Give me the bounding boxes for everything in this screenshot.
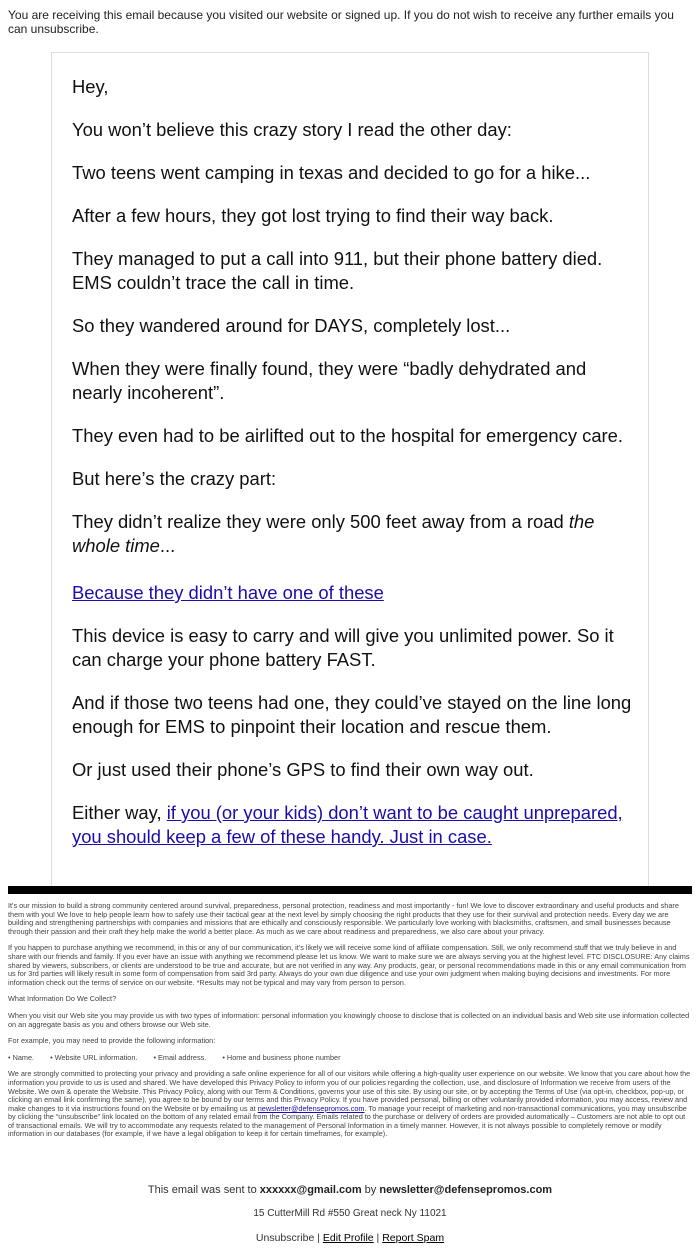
paragraph-text: They didn’t realize they were only 500 feet away from a road [72, 511, 569, 532]
edit-profile-link[interactable]: Edit Profile [322, 1232, 374, 1244]
sent-to-line [8, 1184, 692, 1196]
privacy-policy-text [8, 1070, 692, 1139]
email-body [72, 75, 632, 868]
list-item: • Email address. [153, 1052, 207, 1062]
paragraph: So they wandered around for DAYS, completely lost... [72, 315, 511, 336]
paragraph [72, 581, 632, 605]
paragraph: They even had to be airlifted out to the hospital for emergency care. [72, 425, 624, 446]
recipient-email: xxxxxx@gmail.com [259, 1184, 362, 1196]
paragraph: When they were finally found, they were “badly dehydrated and nearly incoherent”. [72, 358, 587, 403]
what-info-heading: What Information Do We Collect? [8, 994, 117, 1004]
paragraph [72, 801, 632, 849]
paragraph: Two teens went camping in texas and decided to go for a hike... [72, 162, 591, 183]
paragraph: This device is easy to carry and will give you unlimited power. So it can charge your phone battery FAST. [72, 625, 614, 670]
paragraph-text: Either way, [72, 802, 167, 823]
sender-email: newsletter@defensepromos.com [379, 1184, 553, 1196]
postal-address: 15 CutterMill Rd #550 Great neck Ny 11021 [253, 1208, 447, 1219]
privacy-email-link[interactable]: newsletter@defensepromos.com [257, 1103, 365, 1113]
mission-text: It's our mission to build a strong community centered around survival, preparedness, personal protection, readiness and most importantly - fun! We love to discover extraordinary and useful products and share them with you! We love to help people learn how to safely use their tactical gear at the next level by simply choosing the right products that they use for their survival and protection needs. Every day we are building and strengthening partnerships with companies and missions that are ethically and consciously responsible. We particularly love working with blacksmiths, craftsmen, and small businesses because through their passion and their craft they help make the world a better place. As much as we care about readiness and preparedness, we also care about your privacy. [8, 901, 679, 936]
info-list [8, 1054, 692, 1063]
affiliate-disclosure: If you happen to purchase anything we recommend, in this or any of our communication, it's likely we will receive some kind of affiliate compensation. Still, we only recommend stuff that we truly believe in and share with our friends and family. If you ever have an issue with anything we recommend please let us know. We want to make sure we are always serving you at the highest level. FTC DISCLOSURE: Any claims shared by viewers, subscribers, or clients are understood to be true and accurate, but are not verified in any way. Any products, gear, or personal recommendations made in this or any email communication from us for 3rd parties will likely result in some form of compensation from said 3rd party. Always do your own due diligence and use your own judgment when making buying decisions and investments. For more information check out the terms of service on our website. *Results may not be typical and may vary from person to person. [8, 943, 690, 987]
privacy-text: . To manage your receipt of marketing and non-transactional communications, you may unsubscribe by clicking the “unsubscribe” link located on the bottom of any related email from the Company. Emails related to the purchase or delivery of orders are provided automatically – Customers are not able to opt out of transactional emails. We will try to accommodate any requests related to the management of Personal Information in a timely manner. However, it is not always possible to completely remove or modify information in our databases (for example, if we have a legal obligation to keep it for certain timeframes, for example). [8, 1103, 687, 1139]
separator: | [314, 1232, 323, 1244]
paragraph: After a few hours, they got lost trying to find their way back. [72, 205, 554, 226]
paragraph-text: ... [159, 535, 176, 556]
example-text: For example, you may need to provide the following information: [8, 1036, 216, 1046]
paragraph [72, 510, 632, 558]
divider-bar [8, 886, 692, 894]
unsubscribe-link[interactable]: Unsubscribe [255, 1232, 315, 1244]
list-item: • Website URL information. [50, 1052, 138, 1062]
list-item: • Name. [8, 1052, 35, 1062]
emphasis-text: the whole time [72, 511, 595, 556]
paragraph: They managed to put a call into 911, but their phone battery died. EMS couldn’t trace the call in time. [72, 248, 603, 293]
sent-by-label: by [361, 1184, 380, 1196]
paragraph: And if those two teens had one, they could’ve stayed on the line long enough for EMS to pinpoint their location and rescue them. [72, 692, 632, 737]
product-link[interactable]: Because they didn’t have one of these [72, 582, 384, 603]
report-spam-link[interactable]: Report Spam [382, 1232, 445, 1244]
cta-link[interactable]: if you (or your kids) don’t want to be caught unprepared, you should keep a few of these handy. Just in case. [72, 802, 623, 847]
email-card [51, 52, 649, 887]
separator: | [373, 1232, 383, 1244]
legal-section [8, 902, 692, 1147]
paragraph: But here’s the crazy part: [72, 468, 277, 489]
sent-to-label: This email was sent to [147, 1184, 260, 1196]
paragraph: Or just used their phone’s GPS to find their own way out. [72, 759, 534, 780]
greeting: Hey, [72, 76, 109, 97]
preheader-text: You are receiving this email because you visited our website or signed up. If you do not wish to receive any further emails you can unsubscribe. [8, 8, 674, 36]
paragraph: You won’t believe this crazy story I read the other day: [72, 119, 512, 140]
collect-text: When you visit our Web site you may provide us with two types of information: personal information you knowingly choose to disclose that is collected on an individual basis and Web site use information collected on an aggregate basis as you and others browse our Web site. [8, 1010, 690, 1029]
list-item: • Home and business phone number [222, 1052, 341, 1062]
footer-links [8, 1232, 692, 1244]
privacy-text: We are strongly committed to protecting your privacy and providing a safe online experience for all of our visitors while offering a high-quality user experience on our website. We know that you care about how the information you provide to us is used and shared. We have developed this Privacy Policy to inform you of our policies regarding the collection, use, and disclosure of Information we receive from users of the Website. We own & operate the Website. This Privacy Policy, along with our Term & Conditions, governs your use of this site. By using our site, or by accepting the Terms of Use (via opt-in, checkbox, pop-up, or clicking an email link confirming the same), you agree to be bound by our terms and this Privacy Policy. If you have provided personal, billing or other voluntarily provided information, you may access, review and make changes to it via instructions found on the Website or by emailing us at [8, 1069, 691, 1113]
